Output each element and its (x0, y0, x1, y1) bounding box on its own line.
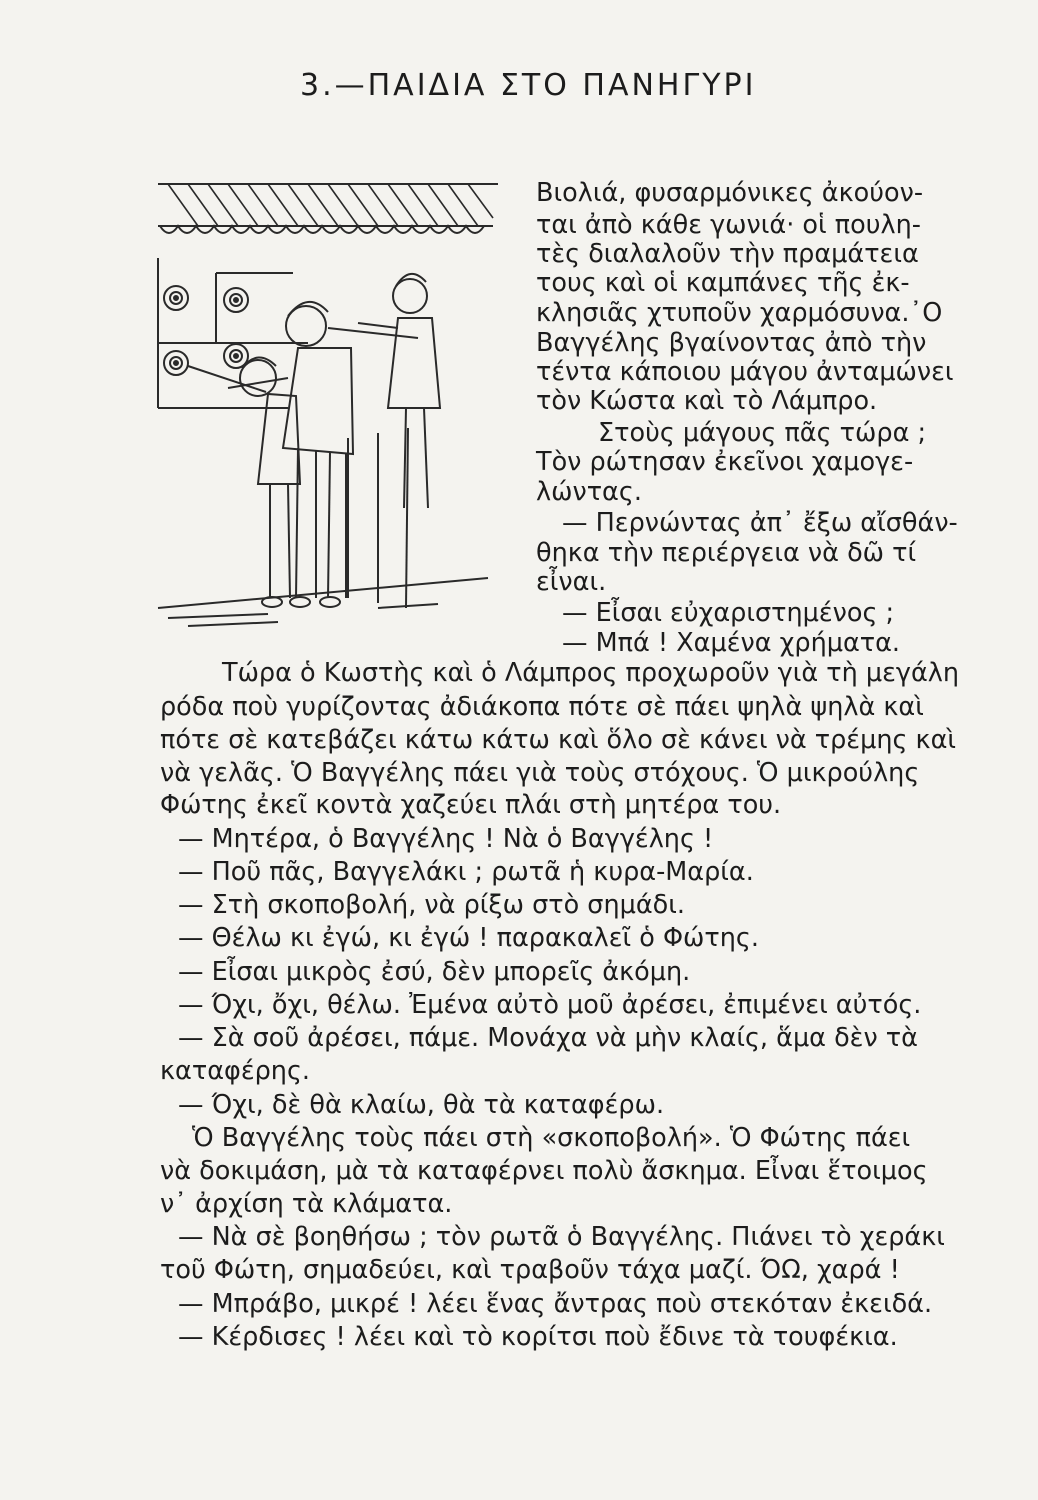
body-line: — Κέρδισες ! λέει καὶ τὸ κορίτσι ποὺ ἔδινε τὰ τουφέκια. (178, 1322, 898, 1352)
body-line: ν᾿ ἀρχίση τὰ κλάματα. (160, 1189, 453, 1219)
side-line: Τὸν ρώτησαν ἐκεῖνοι χαμογε- (536, 447, 914, 477)
side-line: — Εἶσαι εὐχαριστημένος ; (562, 598, 895, 628)
body-line: — Εἶσαι μικρὸς ἐσύ, δὲν μπορεῖς ἀκόμη. (178, 957, 691, 987)
body-line: νὰ γελᾶς. Ὁ Βαγγέλης πάει γιὰ τοὺς στόχους. Ὁ μικρούλης (160, 758, 920, 788)
side-line: τὸν Κώστα καὶ τὸ Λάμπρο. (536, 386, 878, 416)
side-line: κλησιᾶς χτυποῦν χαρμόσυνα.᾿Ο (536, 298, 943, 328)
side-line: ται ἀπὸ κάθε γωνιά· οἱ πουλη- (536, 210, 921, 240)
body-line: Φώτης ἐκεῖ κοντὰ χαζεύει πλάι στὴ μητέρα του. (160, 790, 782, 820)
side-line: θηκα τὴν περιέργεια νὰ δῶ τί (536, 538, 917, 568)
body-line: ρόδα ποὺ γυρίζοντας ἀδιάκοπα πότε σὲ πάει ψηλὰ ψηλὰ καὶ (160, 692, 924, 722)
body-line: πότε σὲ κατεβάζει κάτω κάτω καὶ ὅλο σὲ κάνει νὰ τρέμης καὶ (160, 725, 957, 755)
side-line: τέντα κάποιου μάγου ἀνταμώνει (536, 357, 954, 387)
body-line: Τώρα ὁ Κωστὴς καὶ ὁ Λάμπρος προχωροῦν γιὰ τὴ μεγάλη (222, 658, 960, 688)
body-line: — Όχι, ὄχι, θέλω. Ἐμένα αὐτὸ μοῦ ἀρέσει, ἐπιμένει αὐτός. (178, 990, 922, 1020)
body-line: τοῦ Φώτη, σημαδεύει, καὶ τραβοῦν τάχα μαζί. ΌΩ, χαρά ! (160, 1255, 900, 1285)
side-line: λώντας. (536, 477, 642, 507)
body-line: — Σὰ σοῦ ἀρέσει, πάμε. Μονάχα νὰ μὴν κλαίς, ἅμα δὲν τὰ (178, 1023, 918, 1053)
side-line: Στοὺς μάγους πᾶς τώρα ; (598, 418, 927, 448)
body-line: — Μπράβο, μικρέ ! λέει ἕνας ἄντρας ποὺ στεκόταν ἐκειδά. (178, 1289, 933, 1319)
body-line: Ὁ Βαγγέλης τοὺς πάει στὴ «σκοποβολή». Ὁ Φώτης πάει (192, 1123, 911, 1153)
side-line: Βιολιά, φυσαρμόνικες ἀκούον- (536, 178, 924, 208)
body-line: — Θέλω κι ἐγώ, κι ἐγώ ! παρακαλεῖ ὁ Φώτης. (178, 923, 759, 953)
body-line: — Στὴ σκοποβολή, νὰ ρίξω στὸ σημάδι. (178, 890, 685, 920)
chapter-heading: 3.—ΠΑΙΔΙΑ ΣΤΟ ΠΑΝΗΓΥΡΙ (300, 68, 757, 103)
body-line: — Μητέρα, ὁ Βαγγέλης ! Νὰ ὁ Βαγγέλης ! (178, 824, 714, 854)
side-line: — Περνώντας ἀπ᾿ ἔξω αἴσθάν- (562, 508, 958, 538)
side-line: — Μπά ! Χαμένα χρήματα. (562, 628, 901, 658)
body-line: — Νὰ σὲ βοηθήσω ; τὸν ρωτᾶ ὁ Βαγγέλης. Πιάνει τὸ χεράκι (178, 1222, 945, 1252)
body-line: — Ποῦ πᾶς, Βαγγελάκι ; ρωτᾶ ἡ κυρα-Μαρία. (178, 857, 754, 887)
body-line: — Όχι, δὲ θὰ κλαίω, θὰ τὰ καταφέρω. (178, 1090, 665, 1120)
side-line: εἶναι. (536, 567, 607, 597)
side-line: τὲς διαλαλοῦν τὴν πραμάτεια (536, 239, 919, 269)
body-line: καταφέρης. (160, 1056, 311, 1086)
shooting-gallery-illustration-icon (148, 178, 526, 636)
side-line: τους καὶ οἱ καμπάνες τῆς ἐκ- (536, 268, 910, 298)
body-line: νὰ δοκιμάση, μὰ τὰ καταφέρνει πολὺ ἄσκημα. Εἶναι ἕτοιμος (160, 1156, 928, 1186)
side-line: Βαγγέλης βγαίνοντας ἀπὸ τὴν (536, 328, 927, 358)
